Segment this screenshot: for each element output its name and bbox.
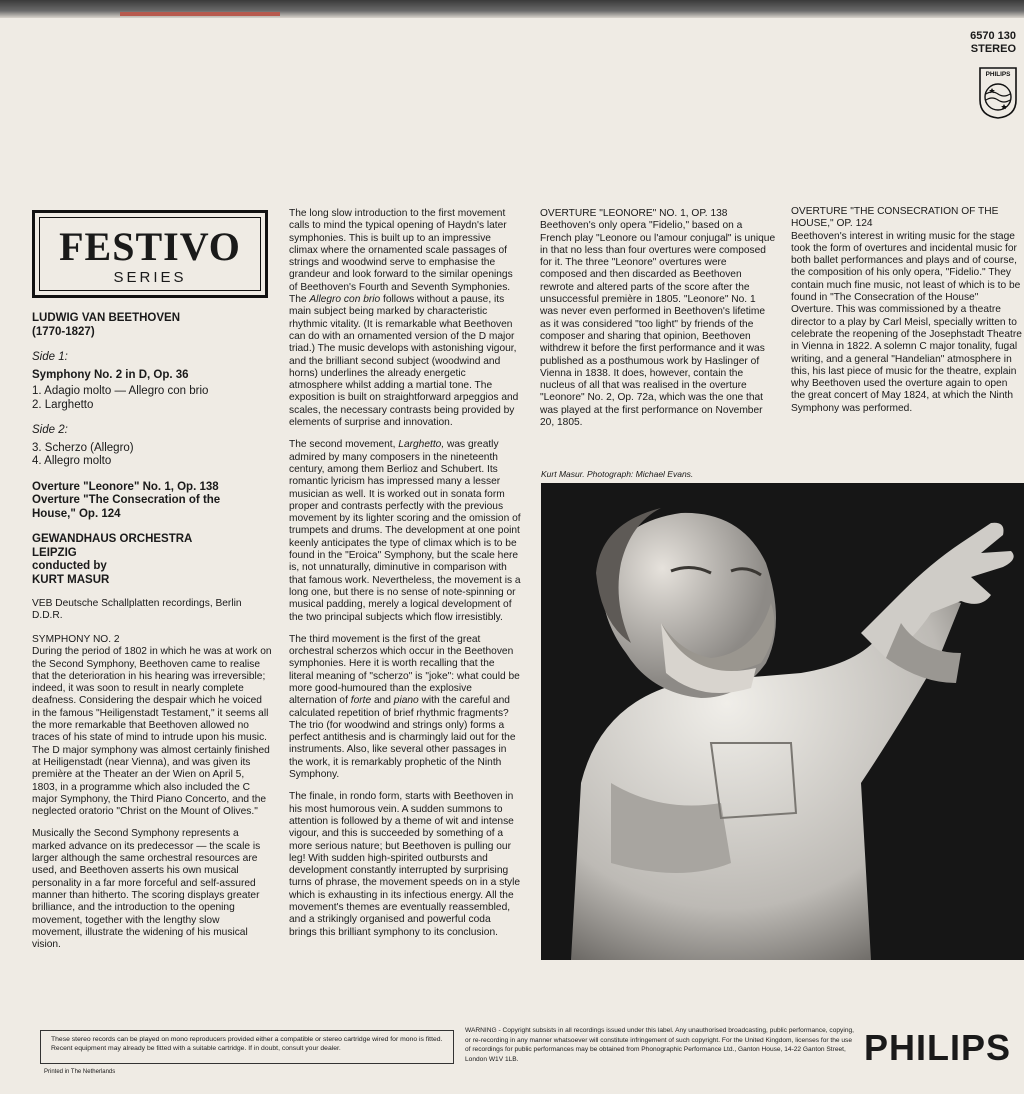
conductor-photo	[541, 483, 1024, 960]
shield-logo-text: PHILIPS	[985, 71, 1011, 78]
consecration-paragraph: Beethoven's interest in writing music for the stage took the form of overtures and incidental music for both ballet performances and plays and of course, the composition of his only opera, "Fidelio." They contain much fine music, not least of which is to be found in "The Consecration of the House" Overture. This was commissioned by a theatre director to a play by Carl Meisl, specially written to celebrate the reopening of the Josephstadt Theatre in Vienna in 1822. A solemn C major tonality, fugal writing, and a general "Handelian" atmosphere in this, his last piece of music for the theatre, explain why Beethoven used the overture again to open the great concert of May 1824, at which the Ninth Symphony was performed.	[791, 230, 1022, 414]
side1-label: Side 1:	[32, 351, 68, 363]
photo-caption: Kurt Masur. Photograph: Michael Evans.	[541, 469, 694, 479]
notes-column-2	[289, 208, 521, 949]
track-item: 1. Adagio molto — Allegro con brio	[32, 385, 209, 397]
top-edge	[0, 0, 1024, 18]
orchestra-city: LEIPZIG	[32, 546, 77, 559]
philips-wordmark: PHILIPS	[864, 1027, 1012, 1068]
movement2-paragraph: The second movement, Larghetto, was greatly admired by many composers in the nineteenth century, among them Berlioz and Schubert. Its romantic lyricism has impressed many a lesser musician as well. It is worked out in sonata form proper and contrasts perfectly with the previous movement by its lighter scoring and the omission of trumpets and drums. The development at one point keenly anticipates the type of climax which is to be found in the "Eroica" Symphony, but the scale here is, not unnaturally, diminutive in comparison with that famous work. Nevertheless, the movement is a long one, but there is no sense of note-spinning or musical padding, merely a logical development of the two principal subjects which flow irresistibly.	[289, 439, 521, 623]
stereo-compatibility-note: These stereo records can be played on mono reproducers provided either a compatible or stereo cartridge wired for mono is fitted. Recent equipment may already be fitted with a suitable cartridge. If in doubt, consult your dealer.	[40, 1030, 454, 1064]
festivo-series-box	[32, 210, 268, 298]
conductor-name: KURT MASUR	[32, 573, 110, 586]
symphony-notes	[32, 634, 272, 961]
philips-shield-icon	[978, 66, 1018, 120]
side2-label: Side 2:	[32, 424, 68, 436]
printed-in: Printed in The Netherlands	[44, 1069, 116, 1075]
top-edge-stripe	[120, 12, 280, 16]
track-item: 3. Scherzo (Allegro)	[32, 441, 134, 454]
leonore-heading: OVERTURE "LEONORE" NO. 1, OP. 138	[540, 208, 728, 219]
series-subtitle: SERIES	[113, 269, 187, 286]
consecration-heading: OVERTURE "THE CONSECRATION OF THE HOUSE," OP. 124	[791, 206, 999, 230]
recording-credit: VEB Deutsche Schallplatten recordings, Berlin	[32, 598, 242, 609]
catalog-number: 6570 130	[970, 30, 1016, 42]
orchestra-name: GEWANDHAUS ORCHESTRA	[32, 533, 193, 545]
overture1-title: Overture "Leonore" No. 1, Op. 138	[32, 480, 219, 493]
notes-column-3	[540, 208, 776, 439]
copyright-warning: WARNING - Copyright subsists in all recordings issued under this label. Any unauthorised broadcasting, public performance, copying, or re-recording in any manner whatsoever will constitute infringement of such copyright. For the United Kingdom, licenses for the use of recordings for public performances may be obtained from Phonographic Performance Ltd., Ganton House, 14-22 Ganton Street, London W1V 1LB.	[465, 1027, 854, 1063]
overture2-title-cont: House," Op. 124	[32, 507, 121, 520]
movement3-paragraph: The third movement is the first of the great orchestral scherzos which occur in the Beethoven symphonies. Here it is worth recalling that the literal meaning of "scherzo" is "joke": what could be more good-humoured than the explosive alternation of forte and piano with the careful and calculated repetition of brief rhythmic fragments? The trio (for woodwind and strings only) forms a perfect antithesis and is charmingly laid out for the instruments. Also, like several other passages in the work, it is remarkably prophetic of the Ninth Symphony.	[289, 633, 520, 781]
movement1-paragraph: The long slow introduction to the first movement calls to mind the typical opening of Haydn's later symphonies. This is built up to an impressive climax where the ornamented scale passages of strings and woodwind serve to emphasise the grandeur and look forward to the similar openings of Beethoven's Fourth and Seventh Symphonies. The Allegro con brio follows without a pause, its main subject being marked by characteristic rhythmic vitality. (It is remarkable what Beethoven can do with an ornamented version of the D major triad.) The music develops with astonishing vigour, and the brilliant second subject (woodwind and horns) underlines the already energetic atmosphere whilst adding a martial tone. The exposition is built on straightforward arpeggios and scales, the necessary contrasts being provided by elements of surprise and innovation.	[289, 208, 519, 429]
track-item: 4. Allegro molto	[32, 455, 112, 467]
symphony-paragraph: Musically the Second Symphony represents a marked advance on its predecessor — the scale is larger although the same orchestral resources are used, and Beethoven asserts his own musical personality in a far more forceful and self-assured manner than hitherto. The scoring displays greater brilliance, and the introduction to the opening movement, together with the lengthy slow movement, illustrate the widening of his musical vision.	[32, 828, 261, 951]
stereo-label: STEREO	[970, 43, 1016, 55]
catalog-block	[970, 30, 1016, 56]
leonore-paragraph: Beethoven's only opera "Fidelio," based on a French play "Leonore ou l'amour conjugal" is unique in that no less than four overtures were composed for it. The three "Leonore" overtures were composed and then discarded as Beethoven rewrote and altered parts of the score after the unsuccessful première in 1805. "Leonore" No. 1 was never even performed in Beethoven's lifetime as it was considered "too light" by friends of the composer and sharing that opinion, Beethoven withdrew it before the first performance and it was published as a posthumous work by Haslinger of Vienna in 1838. It does, however, contain the nucleus of all that was realised in the overture "Leonore" No. 2, Op. 72a, which was the one that was played at the first performance on November 20, 1805.	[540, 220, 776, 429]
track-item: 2. Larghetto	[32, 398, 94, 411]
recording-credit-country: D.D.R.	[32, 610, 63, 622]
notes-column-4	[791, 206, 1023, 425]
overture2-title: Overture "The Consecration of the	[32, 494, 221, 506]
movement4-paragraph: The finale, in rondo form, starts with Beethoven in his most humorous vein. A sudden summons to attention is followed by a theme of wit and intense vigour, and this is succeeded by something of a more serious nature; but Beethoven is pulling our leg! With sudden high-spirited outbursts and development constantly interrupted by surprising turns of phrase, the movement speeds on in a style which is exhausting in its infectious energy. All the movement's themes are eventually reassembled, and a strikingly organised and powerful coda brings this brilliant symphony to its conclusion.	[289, 791, 521, 938]
symphony-paragraph: During the period of 1802 in which he was at work on the Second Symphony, Beethoven came to realise that the deterioration in his hearing was irreversible; indeed, it was soon to result in nearly complete deafness. Considering the despair which he voiced in the famous "Heiligenstadt Testament," it seems all the more remarkable that Beethoven allowed no traces of his state of mind to intrude upon his music. The D major symphony was almost certainly finished at Heiligenstadt (near Vienna), and was given its première at the Theater an der Wien on April 5, 1803, in a programme which also included the C major Symphony, the Third Piano Concerto, and the neglected oratorio "Christ on the Mount of Olives."	[32, 646, 272, 818]
composer-name: LUDWIG VAN BEETHOVEN	[32, 312, 181, 324]
side1-work: Symphony No. 2 in D, Op. 36	[32, 368, 189, 381]
program-column	[32, 312, 272, 623]
symphony-heading: SYMPHONY NO. 2	[32, 634, 120, 645]
conductor-photo-drawing	[541, 483, 1024, 960]
composer-dates: (1770-1827)	[32, 325, 95, 338]
series-title: FESTIVO	[59, 224, 241, 269]
conducted-by: conducted by	[32, 560, 107, 572]
